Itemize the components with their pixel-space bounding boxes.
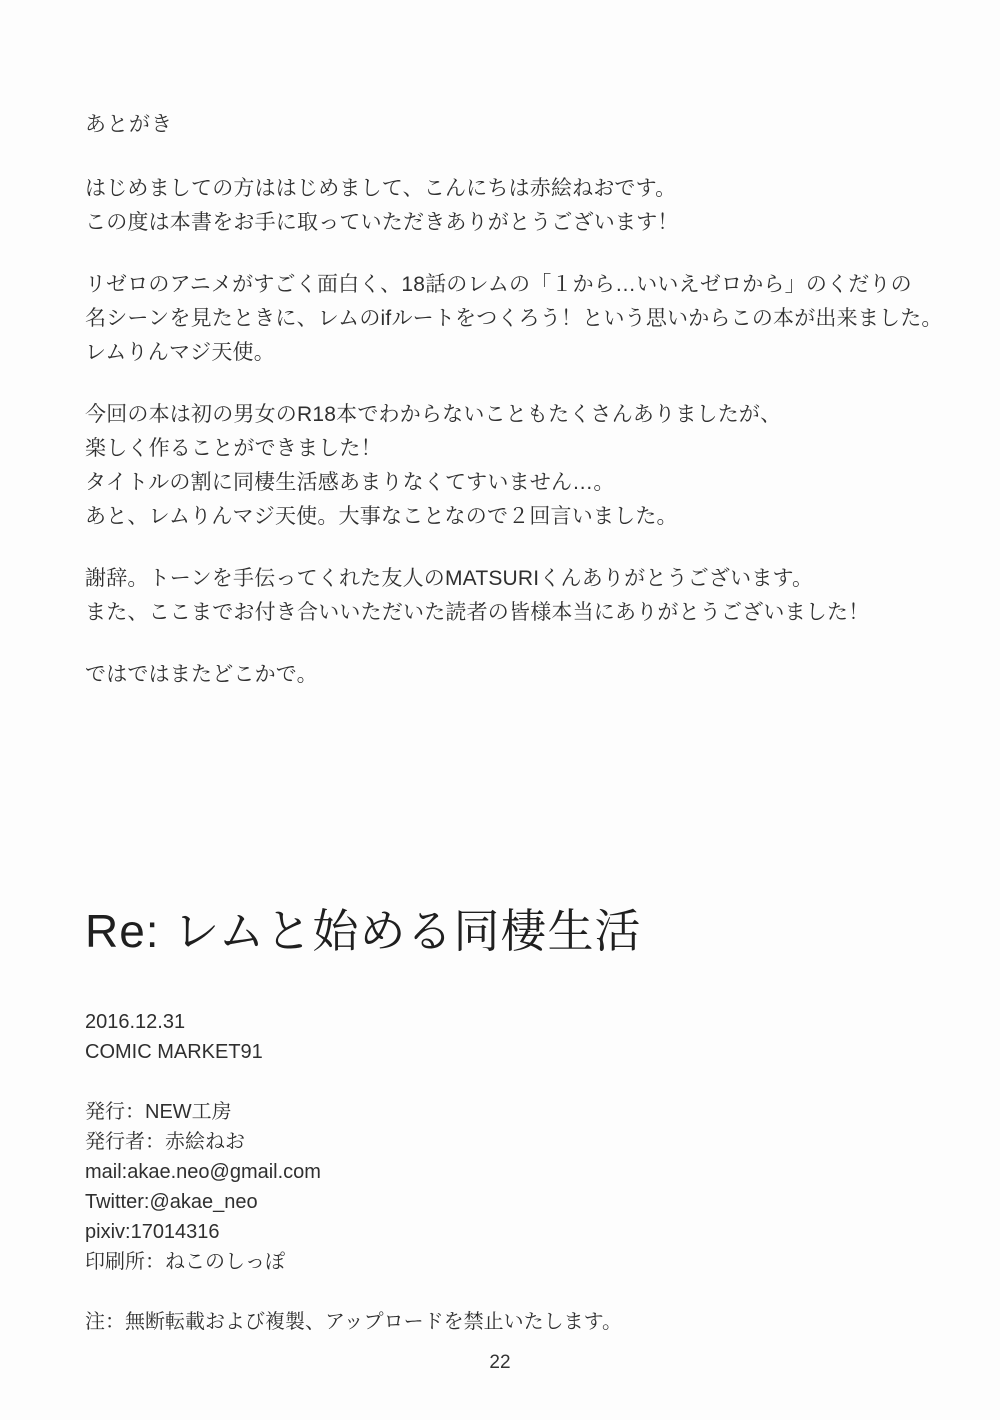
afterword-line: はじめましての方ははじめまして、こんにちは赤絵ねおです。 xyxy=(85,177,677,200)
imprint-info xyxy=(85,1097,945,1277)
afterword-line: 今回の本は初の男女のR18本でわからないこともたくさんありましたが、 xyxy=(85,403,782,426)
twitter-handle: Twitter:@akae_neo xyxy=(85,1191,258,1213)
afterword-line: また、ここまでお付き合いいただいた読者の皆様本当にありがとうございました！ xyxy=(85,601,870,624)
event-name: COMIC MARKET91 xyxy=(85,1041,263,1063)
afterword-line: レムりんマジ天使。 xyxy=(85,341,275,364)
colophon-section xyxy=(85,895,945,1337)
afterword-paragraph-5 xyxy=(85,658,945,692)
book-title: Re: レムと始める同棲生活 xyxy=(85,905,642,957)
afterword-paragraph-2 xyxy=(85,268,945,370)
afterword-line: 楽しく作ることができました！ xyxy=(85,437,382,460)
event-date: 2016.12.31 xyxy=(85,1011,186,1033)
afterword-line: ではではまたどこかで。 xyxy=(85,663,318,686)
afterword-paragraph-3 xyxy=(85,398,945,534)
afterword-line: 名シーンを見たときに、レムのifルートをつくろう！という思いからこの本が出来ました。 xyxy=(85,307,943,330)
afterword-line: タイトルの割に同棲生活感あまりなくてすいません…。 xyxy=(85,471,615,494)
afterword-paragraph-4 xyxy=(85,562,945,630)
printer: 印刷所：ねこのしっぽ xyxy=(85,1251,285,1273)
afterword-heading: あとがき xyxy=(85,113,173,136)
afterword-line: この度は本書をお手に取っていただきありがとうございます！ xyxy=(85,211,679,234)
afterword-line: リゼロのアニメがすごく面白く、18話のレムの「１から…いいえゼロから」のくだりの xyxy=(85,273,912,296)
afterword-paragraph-1 xyxy=(85,172,945,240)
event-info xyxy=(85,1007,945,1067)
author: 発行者：赤絵ねお xyxy=(85,1131,245,1153)
publisher: 発行：NEW工房 xyxy=(85,1101,232,1123)
afterword-section xyxy=(85,108,945,720)
afterword-line: あと、レムりんマジ天使。大事なことなので２回言いました。 xyxy=(85,505,678,528)
afterword-line: 謝辞。トーンを手伝ってくれた友人のMATSURIくんありがとうございます。 xyxy=(85,567,814,590)
copyright-notice: 注：無断転載および複製、アップロードを禁止いたします。 xyxy=(85,1311,622,1333)
page-number: 22 xyxy=(489,1352,511,1373)
pixiv-id: pixiv:17014316 xyxy=(85,1221,220,1243)
email: mail:akae.neo@gmail.com xyxy=(85,1161,321,1183)
